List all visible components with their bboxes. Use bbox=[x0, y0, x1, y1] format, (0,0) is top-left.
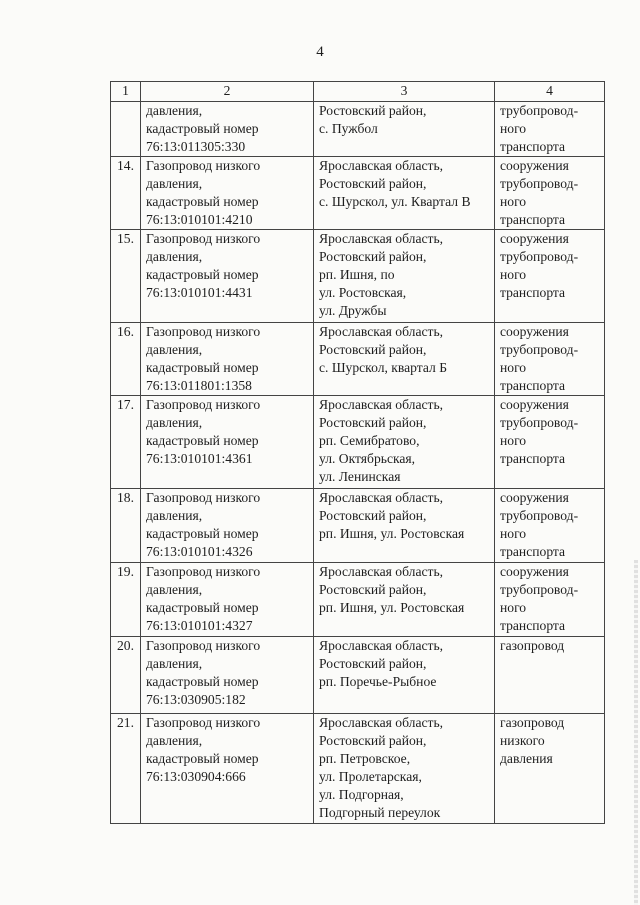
page-number: 4 bbox=[316, 44, 324, 60]
table-row bbox=[111, 563, 605, 637]
object-name: Газопровод низкого давления, кадастровый номер 76:13:010101:4210 bbox=[141, 157, 314, 230]
object-location: Ярославская область, Ростовский район, рп. Ишня, ул. Ростовская bbox=[314, 489, 495, 563]
object-location: Ярославская область, Ростовский район, рп. Поречье-Рыбное bbox=[314, 637, 495, 714]
object-kind: сооружения трубопровод- ного транспорта bbox=[495, 489, 605, 563]
row-number: 16. bbox=[111, 323, 141, 396]
row-number bbox=[111, 102, 141, 157]
object-location: Ярославская область, Ростовский район, с. Шурскол, ул. Квартал В bbox=[314, 157, 495, 230]
object-name: Газопровод низкого давления, кадастровый номер 76:13:010101:4326 bbox=[141, 489, 314, 563]
object-name: Газопровод низкого давления, кадастровый номер 76:13:030905:182 bbox=[141, 637, 314, 714]
row-number: 20. bbox=[111, 637, 141, 714]
object-kind: сооружения трубопровод- ного транспорта bbox=[495, 230, 605, 323]
table-row bbox=[111, 157, 605, 230]
row-number: 19. bbox=[111, 563, 141, 637]
objects-table bbox=[110, 81, 605, 824]
object-kind: газопровод bbox=[495, 637, 605, 714]
row-number: 15. bbox=[111, 230, 141, 323]
column-header-4: 4 bbox=[495, 82, 605, 102]
object-kind: газопровод низкого давления bbox=[495, 714, 605, 824]
object-location: Ярославская область, Ростовский район, с. Шурскол, квартал Б bbox=[314, 323, 495, 396]
object-name: Газопровод низкого давления, кадастровый номер 76:13:011801:1358 bbox=[141, 323, 314, 396]
column-header-1: 1 bbox=[111, 82, 141, 102]
row-number: 14. bbox=[111, 157, 141, 230]
row-number: 21. bbox=[111, 714, 141, 824]
table-header-row bbox=[111, 82, 605, 102]
object-name: Газопровод низкого давления, кадастровый номер 76:13:030904:666 bbox=[141, 714, 314, 824]
object-kind: сооружения трубопровод- ного транспорта bbox=[495, 563, 605, 637]
table-row bbox=[111, 489, 605, 563]
object-location: Ярославская область, Ростовский район, рп. Семибратово, ул. Октябрьская, ул. Ленинская bbox=[314, 396, 495, 489]
object-location: Ростовский район, с. Пужбол bbox=[314, 102, 495, 157]
row-number: 17. bbox=[111, 396, 141, 489]
object-name: Газопровод низкого давления, кадастровый номер 76:13:010101:4431 bbox=[141, 230, 314, 323]
table-row bbox=[111, 230, 605, 323]
scan-edge-strip bbox=[634, 560, 638, 905]
object-kind: сооружения трубопровод- ного транспорта bbox=[495, 323, 605, 396]
column-header-3: 3 bbox=[314, 82, 495, 102]
object-name: давления, кадастровый номер 76:13:011305:330 bbox=[141, 102, 314, 157]
column-header-2: 2 bbox=[141, 82, 314, 102]
table-row bbox=[111, 396, 605, 489]
object-location: Ярославская область, Ростовский район, рп. Ишня, по ул. Ростовская, ул. Дружбы bbox=[314, 230, 495, 323]
object-kind: трубопровод- ного транспорта bbox=[495, 102, 605, 157]
table-row bbox=[111, 637, 605, 714]
object-name: Газопровод низкого давления, кадастровый номер 76:13:010101:4327 bbox=[141, 563, 314, 637]
object-name: Газопровод низкого давления, кадастровый номер 76:13:010101:4361 bbox=[141, 396, 314, 489]
object-location: Ярославская область, Ростовский район, рп. Петровское, ул. Пролетарская, ул. Подгорная, Подгорный переулок bbox=[314, 714, 495, 824]
table-row bbox=[111, 102, 605, 157]
row-number: 18. bbox=[111, 489, 141, 563]
object-kind: сооружения трубопровод- ного транспорта bbox=[495, 396, 605, 489]
table-row bbox=[111, 323, 605, 396]
table-row bbox=[111, 714, 605, 824]
object-kind: сооружения трубопровод- ного транспорта bbox=[495, 157, 605, 230]
object-location: Ярославская область, Ростовский район, рп. Ишня, ул. Ростовская bbox=[314, 563, 495, 637]
